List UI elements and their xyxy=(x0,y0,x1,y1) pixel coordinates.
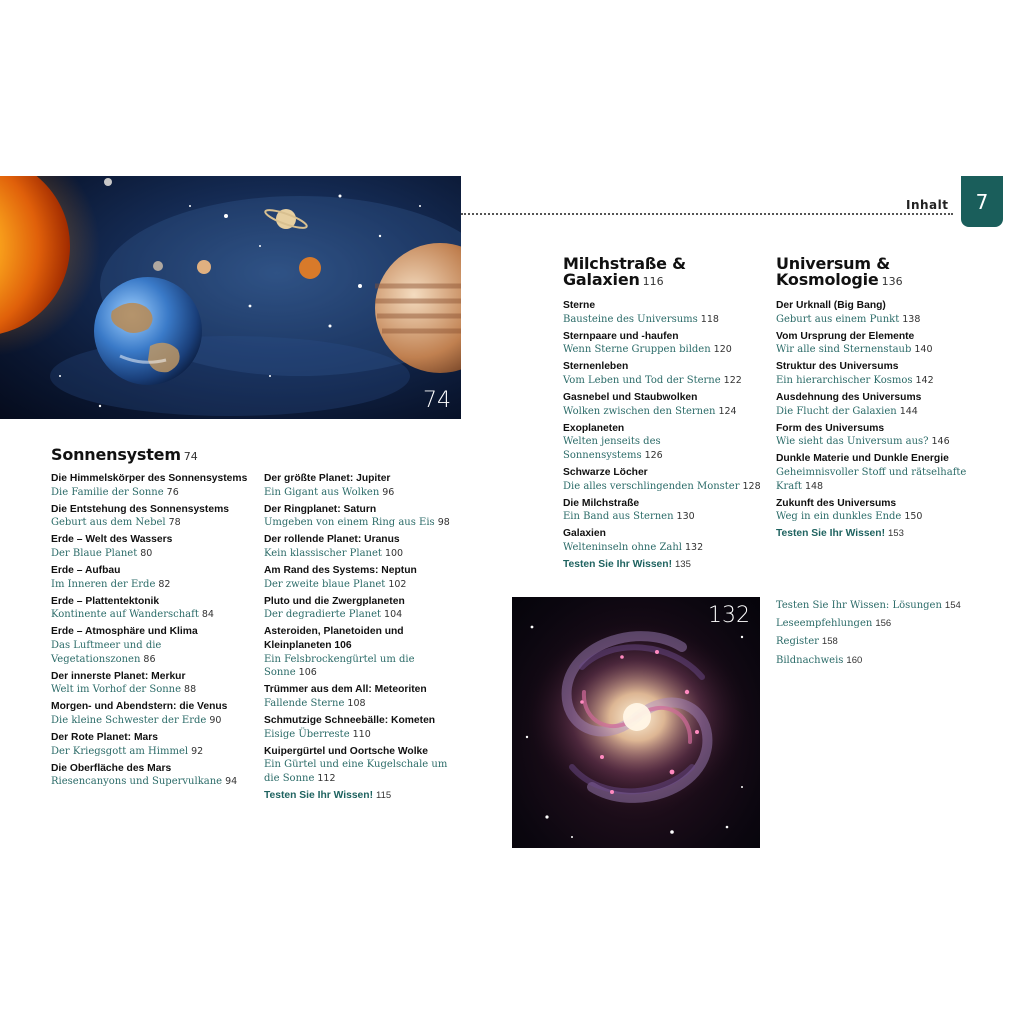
toc-entry-page: 144 xyxy=(899,405,918,417)
solar-system-image xyxy=(0,176,461,419)
toc-entry-subtitle: Der degradierte Planet xyxy=(264,609,382,621)
toc-entry-title: Erde – Atmosphäre und Klima xyxy=(51,626,198,638)
section-title-line2: Galaxien xyxy=(563,270,640,289)
toc-entry-title: Der Ringplanet: Saturn xyxy=(264,503,377,515)
toc-entry[interactable] xyxy=(776,452,976,493)
toc-column-milchstrasse xyxy=(563,299,763,572)
quiz-link[interactable] xyxy=(264,789,464,803)
toc-entry-title: Zukunft des Universums xyxy=(776,497,897,509)
toc-entry-page: 106 xyxy=(298,667,317,679)
section-page: 136 xyxy=(881,275,903,288)
toc-entry-title: Sternenleben xyxy=(563,361,629,373)
toc-entry-subtitle: Geburt aus einem Punkt xyxy=(776,313,900,325)
toc-entry-title: Erde – Plattentektonik xyxy=(51,595,160,607)
toc-entry-title: Der innerste Planet: Merkur xyxy=(51,670,186,682)
toc-entry-title: Die Milchstraße xyxy=(563,497,640,509)
toc-entry-title: Sterne xyxy=(563,300,596,311)
toc-entry-page: 122 xyxy=(723,374,742,386)
toc-entry-title: Der größte Planet: Jupiter xyxy=(264,473,391,484)
toc-entry-subtitle: Eisige Überreste xyxy=(264,728,350,740)
toc-entry-subtitle: Ein hierarchischer Kosmos xyxy=(776,374,913,386)
quiz-link[interactable] xyxy=(563,558,763,572)
toc-entry[interactable] xyxy=(51,762,256,789)
toc-entry-page: 80 xyxy=(140,547,153,559)
toc-entry-subtitle: Wenn Sterne Gruppen bilden xyxy=(563,344,711,356)
appendix-item-label: Leseempfehlungen xyxy=(776,618,873,630)
toc-column-sonnensystem-2 xyxy=(264,472,464,803)
toc-entry-page: 142 xyxy=(915,374,934,386)
toc-entry-subtitle: Kein klassischer Planet xyxy=(264,547,382,559)
toc-entry[interactable] xyxy=(563,360,763,387)
toc-entry-title: Dunkle Materie und Dunkle Energie xyxy=(776,453,949,465)
toc-entry-page: 138 xyxy=(902,313,921,325)
header-dotted-line xyxy=(461,213,953,215)
toc-entry-page: 148 xyxy=(804,480,824,492)
toc-entry[interactable] xyxy=(51,700,256,727)
quiz-link[interactable] xyxy=(776,527,976,541)
toc-entry-subtitle: Wir alle sind Sternenstaub xyxy=(776,344,912,356)
toc-entry-subtitle: Wolken zwischen den Sternen xyxy=(563,405,716,417)
quiz-page: 135 xyxy=(675,559,691,571)
toc-entry-subtitle: Welt im Vorhof der Sonne xyxy=(51,684,182,696)
toc-entry-title: Sternpaare und -haufen xyxy=(563,330,679,342)
toc-entry-page: 126 xyxy=(644,449,663,461)
toc-entry[interactable] xyxy=(563,527,763,554)
toc-entry-subtitle: Bausteine des Universums xyxy=(563,313,698,325)
solar-image-page-ref: 74 xyxy=(423,388,451,413)
toc-entry-title: Trümmer aus dem All: Meteoriten xyxy=(264,684,427,696)
toc-entry-subtitle: Umgeben von einem Ring aus Eis xyxy=(264,517,435,529)
toc-entry-subtitle: Die Flucht der Galaxien xyxy=(776,405,897,417)
venus-shape xyxy=(197,260,211,274)
quiz-label: Testen Sie Ihr Wissen! xyxy=(776,528,886,540)
toc-entry-title: Exoplaneten xyxy=(563,422,625,434)
toc-entry-title: Am Rand des Systems: Neptun xyxy=(264,565,417,577)
appendix-item-page: 154 xyxy=(944,600,961,611)
toc-entry[interactable] xyxy=(264,714,464,741)
toc-entry-page: 120 xyxy=(713,344,732,356)
earth-shape xyxy=(94,277,202,385)
appendix-item-page: 156 xyxy=(875,618,892,630)
toc-entry-subtitle: Geheimnisvoller Stoff und rätselhafte Kraft xyxy=(776,467,967,492)
toc-entry-subtitle: Der Kriegsgott am Himmel xyxy=(51,745,189,757)
toc-entry[interactable] xyxy=(264,683,464,710)
toc-entry-subtitle: Die alles verschlingenden Monster xyxy=(563,480,740,492)
quiz-label: Testen Sie Ihr Wissen! xyxy=(563,559,673,571)
toc-entry-page: 130 xyxy=(676,511,695,523)
toc-entry-page: 124 xyxy=(718,405,737,417)
toc-entry-title: Die Entstehung des Sonnensystems xyxy=(51,503,229,515)
toc-entry-title: Pluto und die Zwergplaneten xyxy=(264,595,405,607)
toc-entry-page: 110 xyxy=(352,728,371,740)
toc-entry[interactable] xyxy=(264,472,464,499)
toc-entry-page: 96 xyxy=(382,486,395,498)
toc-entry[interactable] xyxy=(776,497,976,524)
toc-entry-title: Ausdehnung des Universums xyxy=(776,392,922,404)
toc-entry[interactable] xyxy=(51,670,256,697)
toc-entry[interactable] xyxy=(51,595,256,622)
quiz-page: 153 xyxy=(888,528,904,540)
mars-shape xyxy=(299,257,321,279)
appendix-list xyxy=(776,597,996,670)
toc-entry-subtitle: Wie sieht das Universum aus? xyxy=(776,436,929,448)
toc-entry[interactable] xyxy=(264,533,464,560)
section-title-sonnensystem xyxy=(51,447,198,465)
toc-entry-page: 100 xyxy=(384,547,404,559)
toc-entry-title: Gasnebel und Staubwolken xyxy=(563,392,698,404)
section-page: 74 xyxy=(183,450,198,463)
toc-entry-page: 90 xyxy=(209,715,222,726)
toc-entry-page: 78 xyxy=(168,517,181,529)
toc-entry[interactable] xyxy=(51,472,256,499)
section-title-universum xyxy=(776,256,903,290)
toc-entry-page: 92 xyxy=(191,745,204,757)
toc-column-sonnensystem-1 xyxy=(51,472,256,792)
appendix-item-label: Register xyxy=(776,636,819,648)
toc-entry-title: Schmutzige Schneebälle: Kometen xyxy=(264,715,436,726)
toc-entry[interactable] xyxy=(264,564,464,591)
toc-entry-page: 104 xyxy=(384,609,403,621)
toc-entry-subtitle: Ein Band aus Sternen xyxy=(563,511,674,523)
toc-entry-page: 128 xyxy=(742,480,761,492)
toc-entry-page: 84 xyxy=(201,609,214,621)
toc-entry-subtitle: Weg in ein dunkles Ende xyxy=(776,511,902,523)
toc-entry-page: 76 xyxy=(166,486,179,498)
section-title-line1: Milchstraße & xyxy=(563,254,686,273)
toc-entry-page: 150 xyxy=(904,511,923,523)
toc-entry-title: Die Himmelskörper des Sonnensystems xyxy=(51,473,248,484)
page-number-tab xyxy=(961,176,1003,227)
toc-entry-subtitle: Der zweite blaue Planet xyxy=(264,578,386,590)
toc-entry-subtitle: Welteninseln ohne Zahl xyxy=(563,542,683,553)
toc-entry-title: Der Rote Planet: Mars xyxy=(51,732,159,744)
toc-entry-subtitle: Ein Gigant aus Wolken xyxy=(264,486,380,498)
toc-column-universum xyxy=(776,299,976,541)
toc-entry-subtitle: Kontinente auf Wanderschaft xyxy=(51,609,199,621)
page-number: 7 xyxy=(975,189,989,214)
toc-entry[interactable] xyxy=(776,391,976,418)
toc-entry[interactable] xyxy=(563,391,763,418)
quiz-label: Testen Sie Ihr Wissen! xyxy=(264,789,374,801)
toc-entry-title: Asteroiden, Planetoiden und Kleinplaneten 106 xyxy=(264,626,404,652)
toc-entry[interactable] xyxy=(563,466,763,493)
toc-entry-subtitle: Im Inneren der Erde xyxy=(51,578,156,590)
toc-entry-page: 108 xyxy=(347,697,366,709)
galaxy-core-shape xyxy=(623,703,651,731)
toc-entry-title: Morgen- und Abendstern: die Venus xyxy=(51,701,228,713)
appendix-item-label: Testen Sie Ihr Wissen: Lösungen xyxy=(776,600,942,611)
toc-entry-page: 112 xyxy=(317,772,336,784)
toc-entry[interactable] xyxy=(51,533,256,560)
toc-entry-subtitle: Ein Felsbrockengürtel um die Sonne xyxy=(264,653,415,679)
toc-entry[interactable] xyxy=(264,625,464,679)
toc-entry-title: Der rollende Planet: Uranus xyxy=(264,534,400,546)
toc-entry-subtitle: Riesencanyons und Supervulkane xyxy=(51,776,223,788)
toc-entry-subtitle: Vom Leben und Tod der Sterne xyxy=(563,374,721,386)
toc-entry[interactable] xyxy=(776,422,976,449)
appendix-item[interactable] xyxy=(776,652,996,670)
toc-entry[interactable] xyxy=(776,360,976,387)
toc-entry[interactable] xyxy=(51,731,256,758)
galaxy-image xyxy=(512,597,760,848)
toc-entry[interactable] xyxy=(563,330,763,357)
toc-entry[interactable] xyxy=(776,299,976,326)
appendix-item-label: Bildnachweis xyxy=(776,654,844,666)
galaxy-image-page-ref: 132 xyxy=(708,603,750,628)
toc-entry[interactable] xyxy=(51,503,256,530)
section-title-text: Sonnensystem xyxy=(51,445,181,464)
galaxy-illustration xyxy=(512,597,760,848)
toc-entry[interactable] xyxy=(264,745,464,786)
toc-entry-subtitle: Geburt aus dem Nebel xyxy=(51,517,166,529)
toc-entry-page: 98 xyxy=(437,517,450,529)
appendix-item[interactable] xyxy=(776,597,996,615)
toc-entry-page: 86 xyxy=(143,653,156,665)
appendix-item[interactable] xyxy=(776,615,996,633)
toc-entry-page: 102 xyxy=(388,578,407,590)
section-title-line2: Kosmologie xyxy=(776,270,879,289)
toc-entry-page: 82 xyxy=(158,578,171,590)
toc-entry-page: 132 xyxy=(685,542,704,553)
section-title-line1: Universum & xyxy=(776,254,890,273)
toc-entry-subtitle: Fallende Sterne xyxy=(264,697,345,709)
appendix-item-page: 158 xyxy=(821,636,838,648)
appendix-item-page: 160 xyxy=(846,654,863,666)
toc-entry[interactable] xyxy=(51,625,256,666)
toc-entry-subtitle: Die kleine Schwester der Erde xyxy=(51,715,207,726)
toc-entry-title: Der Urknall (Big Bang) xyxy=(776,300,886,311)
section-page: 116 xyxy=(642,275,664,288)
appendix-item[interactable] xyxy=(776,633,996,651)
section-title-milchstrasse xyxy=(563,256,686,290)
toc-entry-page: 94 xyxy=(225,776,238,788)
toc-entry-page: 88 xyxy=(184,684,197,696)
toc-entry[interactable] xyxy=(563,422,763,463)
toc-entry[interactable] xyxy=(51,564,256,591)
toc-entry[interactable] xyxy=(776,330,976,357)
toc-entry-title: Erde – Aufbau xyxy=(51,565,121,577)
toc-entry-title: Die Oberfläche des Mars xyxy=(51,762,172,774)
toc-entry-title: Kuipergürtel und Oortsche Wolke xyxy=(264,745,429,757)
toc-entry[interactable] xyxy=(264,503,464,530)
toc-entry-title: Erde – Welt des Wassers xyxy=(51,534,173,546)
toc-entry-title: Galaxien xyxy=(563,528,606,540)
toc-entry-title: Vom Ursprung der Elemente xyxy=(776,330,915,342)
header-label: Inhalt xyxy=(906,198,949,212)
solar-system-illustration xyxy=(0,176,461,419)
toc-entry-page: 146 xyxy=(931,436,950,448)
toc-entry-subtitle: Ein Gürtel und eine Kugelschale um die Sonne xyxy=(264,759,448,784)
toc-entry[interactable] xyxy=(264,595,464,622)
toc-entry-page: 118 xyxy=(700,313,719,325)
toc-entry-title: Struktur des Universums xyxy=(776,361,899,373)
quiz-page: 115 xyxy=(376,789,392,801)
toc-entry-title: Form des Universums xyxy=(776,422,885,434)
toc-entry-page: 140 xyxy=(914,344,933,356)
toc-entry-title: Schwarze Löcher xyxy=(563,467,648,479)
toc-entry[interactable] xyxy=(563,299,763,326)
toc-entry-subtitle: Welten jenseits des Sonnensystems xyxy=(563,436,661,461)
toc-entry-subtitle: Der Blaue Planet xyxy=(51,547,138,559)
toc-entry-subtitle: Das Luftmeer und die Vegetationszonen xyxy=(51,640,162,665)
toc-entry-subtitle: Die Familie der Sonne xyxy=(51,486,164,498)
toc-entry[interactable] xyxy=(563,497,763,524)
